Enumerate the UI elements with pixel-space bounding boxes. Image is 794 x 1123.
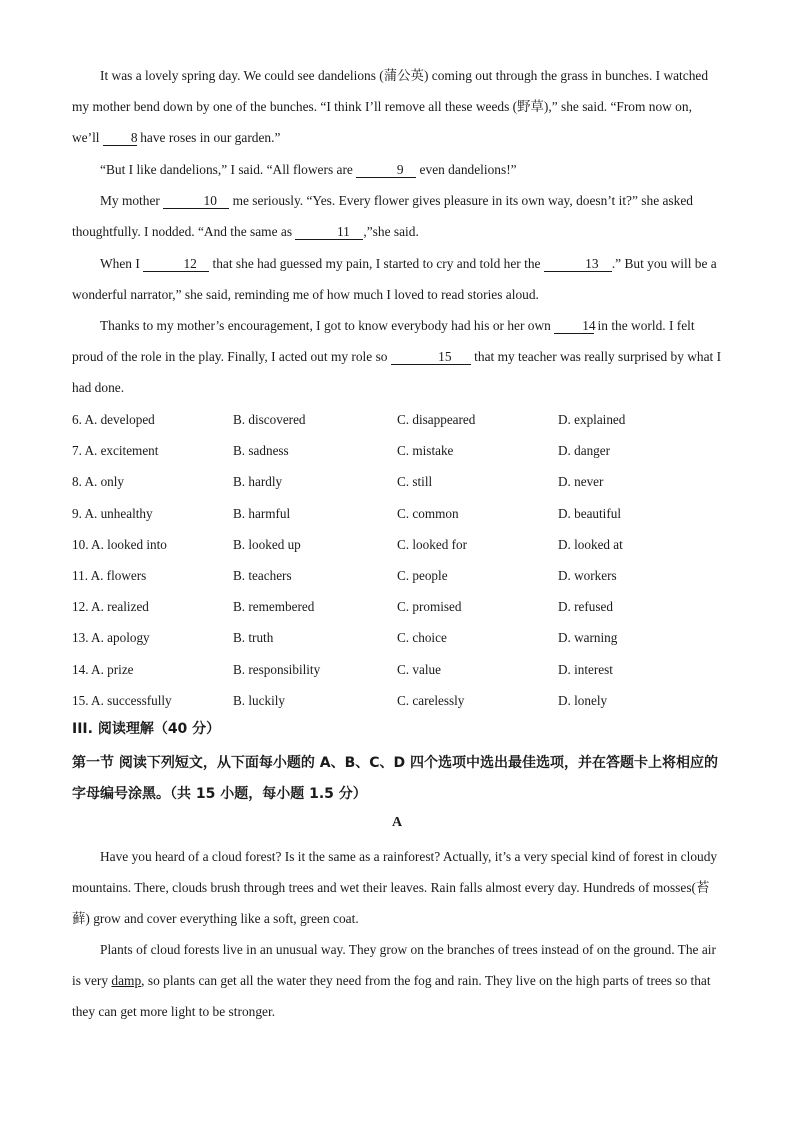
- paragraph-text: ,”she said.: [363, 224, 419, 240]
- blank-13: 13: [544, 257, 612, 272]
- paragraph-text: even dandelions!”: [416, 162, 517, 177]
- paragraph-text: , so plants can get all the water they need from the fog and rain. They live on the high parts of trees so that they can get more light to be stronger.: [72, 973, 711, 1020]
- option-b: B. teachers: [233, 567, 292, 583]
- passage-letter: A: [391, 815, 403, 830]
- paragraph-text: me seriously. “Yes. Every flower gives pleasure in its own way, doesn’t it?” she asked thoughtfully. I nodded. “And the same as: [72, 193, 693, 240]
- option-d: D. warning: [558, 630, 618, 646]
- option-b: B. responsibility: [233, 661, 321, 677]
- paragraph-text: Plants of cloud forests live in an unusual way. They grow on the branches of trees instead of on the ground. The air is very: [72, 942, 716, 989]
- option-row: [72, 404, 722, 435]
- option-row: [72, 560, 722, 591]
- paragraph-text: “But I like dandelions,” I said. “All flowers are: [100, 162, 357, 177]
- option-b: B. discovered: [233, 412, 306, 427]
- option-b: B. hardly: [233, 474, 283, 490]
- option-c: C. mistake: [397, 443, 454, 459]
- paragraph-text: .” But you will be a wonderful narrator,” she said, reminding me of how much I loved to read stories aloud.: [72, 256, 717, 303]
- blank-14: 14: [554, 319, 594, 334]
- option-d: D. looked at: [558, 536, 623, 552]
- option-row: [72, 654, 722, 685]
- paragraph-text: that my teacher was really surprised by what I had done.: [72, 349, 722, 396]
- reading-paragraph-2: [72, 934, 722, 1027]
- option-row: [72, 529, 722, 560]
- options-list: [72, 404, 722, 716]
- cloze-paragraph-2: [72, 154, 722, 185]
- option-a: 14. A. prize: [72, 661, 134, 677]
- cloze-paragraph-5: [72, 310, 722, 403]
- option-c: C. promised: [397, 599, 462, 615]
- blank-12: 12: [143, 257, 209, 272]
- option-b: B. sadness: [233, 443, 289, 459]
- option-d: D. beautiful: [558, 505, 621, 521]
- option-a: 11. A. flowers: [72, 567, 147, 583]
- blank-9: 9: [356, 163, 416, 178]
- option-d: D. lonely: [558, 692, 608, 708]
- option-b: B. luckily: [233, 692, 286, 708]
- option-row: [72, 498, 722, 529]
- option-c: C. choice: [397, 630, 447, 646]
- option-d: D. workers: [558, 567, 617, 583]
- option-a: 6. A. developed: [72, 412, 155, 427]
- cloze-paragraph-4: [72, 248, 722, 310]
- paragraph-text: It was a lovely spring day. We could see dandelions (蒲公英) coming out through the grass in bunches. I watched my mother bend down by one of the bunches. “I think I’ll remove all these weeds (野草),” she said. “From now on, we’ll: [72, 68, 709, 146]
- option-a: 12. A. realized: [72, 599, 149, 615]
- option-b: B. truth: [233, 630, 274, 646]
- option-b: B. harmful: [233, 505, 291, 521]
- option-row: [72, 591, 722, 622]
- option-a: 15. A. successfully: [72, 692, 172, 708]
- option-c: C. value: [397, 661, 441, 677]
- option-c: C. disappeared: [397, 412, 476, 427]
- option-row: [72, 622, 722, 653]
- paragraph-text: that she had guessed my pain, I started to cry and told her the: [209, 256, 544, 271]
- paragraph-text: have roses in our garden.”: [136, 130, 281, 146]
- option-b: B. looked up: [233, 536, 301, 552]
- blank-11: 11: [295, 225, 363, 240]
- blank-15: 15: [391, 350, 471, 365]
- reading-paragraph-1: Have you heard of a cloud forest? Is it the same as a rainforest? Actually, it’s a very special kind of forest in cloudy mountains. There, clouds brush through trees and wet their leaves. Rain falls almost every day. Hundreds of mosses(苔藓) grow and cover everything like a soft, green coat.: [72, 849, 718, 927]
- underlined-word: damp: [111, 973, 142, 989]
- option-c: C. carelessly: [397, 692, 465, 708]
- option-d: D. never: [558, 474, 604, 490]
- option-a: 13. A. apology: [72, 630, 150, 646]
- paragraph-text: My mother: [100, 193, 164, 208]
- blank-8: 8: [103, 131, 137, 146]
- section-title: III. 阅读理解（40 分）: [72, 721, 221, 737]
- option-a: 8. A. only: [72, 474, 125, 490]
- option-a: 10. A. looked into: [72, 536, 167, 552]
- option-c: C. people: [397, 567, 448, 583]
- paragraph-text: in the world. I felt proud of the role in the play. Finally, I acted out my role so: [72, 318, 695, 365]
- option-d: D. interest: [558, 661, 613, 677]
- option-d: D. refused: [558, 599, 613, 615]
- option-d: D. explained: [558, 412, 626, 427]
- cloze-paragraph-1: [72, 60, 722, 153]
- option-a: 7. A. excitement: [72, 443, 159, 459]
- section-instruction: 第一节 阅读下列短文，从下面每小题的 A、B、C、D 四个选项中选出最佳选项，并在答题卡上将相应的字母编号涂黑。（共 15 小题，每小题 1.5 分）: [72, 755, 719, 802]
- option-a: 9. A. unhealthy: [72, 505, 153, 521]
- option-d: D. danger: [558, 443, 610, 459]
- option-row: [72, 685, 722, 716]
- option-b: B. remembered: [233, 599, 315, 615]
- option-row: [72, 466, 722, 497]
- option-row: [72, 435, 722, 466]
- paragraph-text: Thanks to my mother’s encouragement, I got to know everybody had his or her own: [100, 318, 555, 333]
- cloze-paragraph-3: [72, 185, 722, 247]
- option-c: C. common: [397, 505, 459, 521]
- blank-10: 10: [163, 194, 229, 209]
- paragraph-text: When I: [100, 256, 144, 271]
- option-c: C. still: [397, 474, 433, 490]
- option-c: C. looked for: [397, 536, 467, 552]
